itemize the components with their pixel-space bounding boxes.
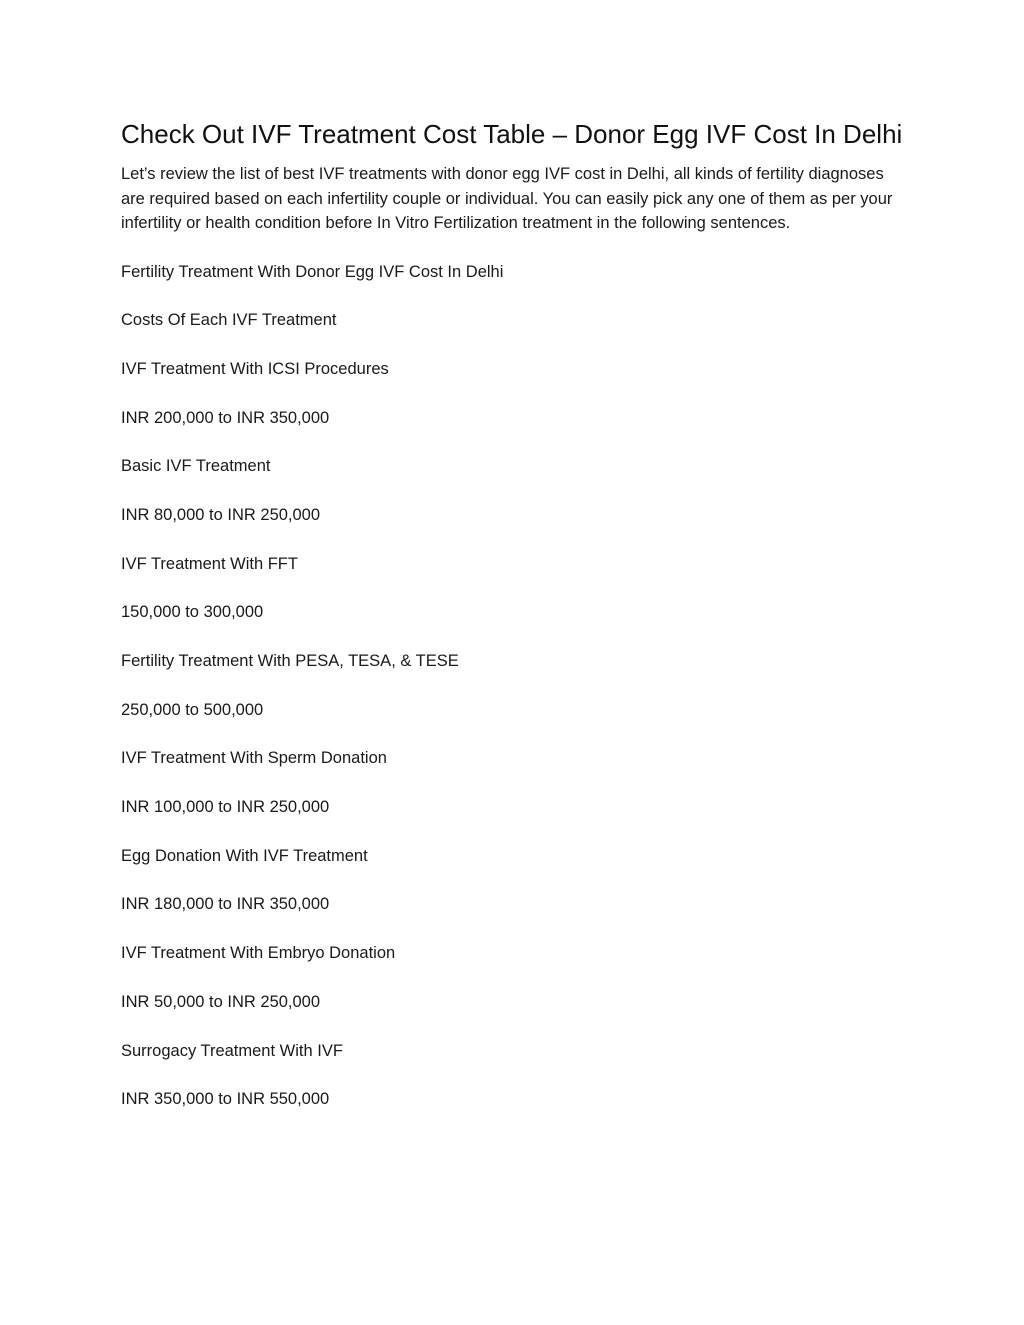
table-line: Fertility Treatment With PESA, TESA, & TESE (121, 652, 459, 670)
table-line: INR 350,000 to INR 550,000 (121, 1090, 330, 1109)
table-line: Fertility Treatment With Donor Egg IVF Cost In Delhi (121, 262, 504, 281)
table-line: IVF Treatment With ICSI Procedures (121, 359, 389, 378)
table-line: INR 180,000 to INR 350,000 (121, 895, 330, 914)
table-line: INR 80,000 to INR 250,000 (121, 505, 321, 524)
document-page (121, 116, 911, 1136)
table-line: Egg Donation With IVF Treatment (121, 846, 368, 865)
table-line: IVF Treatment With Sperm Donation (121, 749, 387, 768)
table-line: Surrogacy Treatment With IVF (121, 1041, 343, 1060)
table-line: Costs Of Each IVF Treatment (121, 311, 337, 330)
intro-paragraph: Let’s review the list of best IVF treatments with donor egg IVF cost in Delhi, all kinds of fertility diagnoses are required based on each infertility couple or individual. You can easily pick any one of them as per your infertility or health condition before In Vitro Fertilization treatment in the following sentences. (121, 165, 893, 232)
table-line: INR 50,000 to INR 250,000 (121, 992, 321, 1011)
table-line: Basic IVF Treatment (121, 457, 271, 476)
table-line: 150,000 to 300,000 (121, 603, 264, 622)
table-line: IVF Treatment With FFT (121, 554, 298, 573)
table-line: INR 200,000 to INR 350,000 (121, 408, 330, 427)
table-line: IVF Treatment With Embryo Donation (121, 944, 396, 963)
cost-table-lines (121, 260, 911, 1112)
table-line: 250,000 to 500,000 (121, 700, 264, 719)
table-line: INR 100,000 to INR 250,000 (121, 798, 330, 817)
document-title: Check Out IVF Treatment Cost Table – Donor Egg IVF Cost In Delhi (121, 119, 903, 149)
